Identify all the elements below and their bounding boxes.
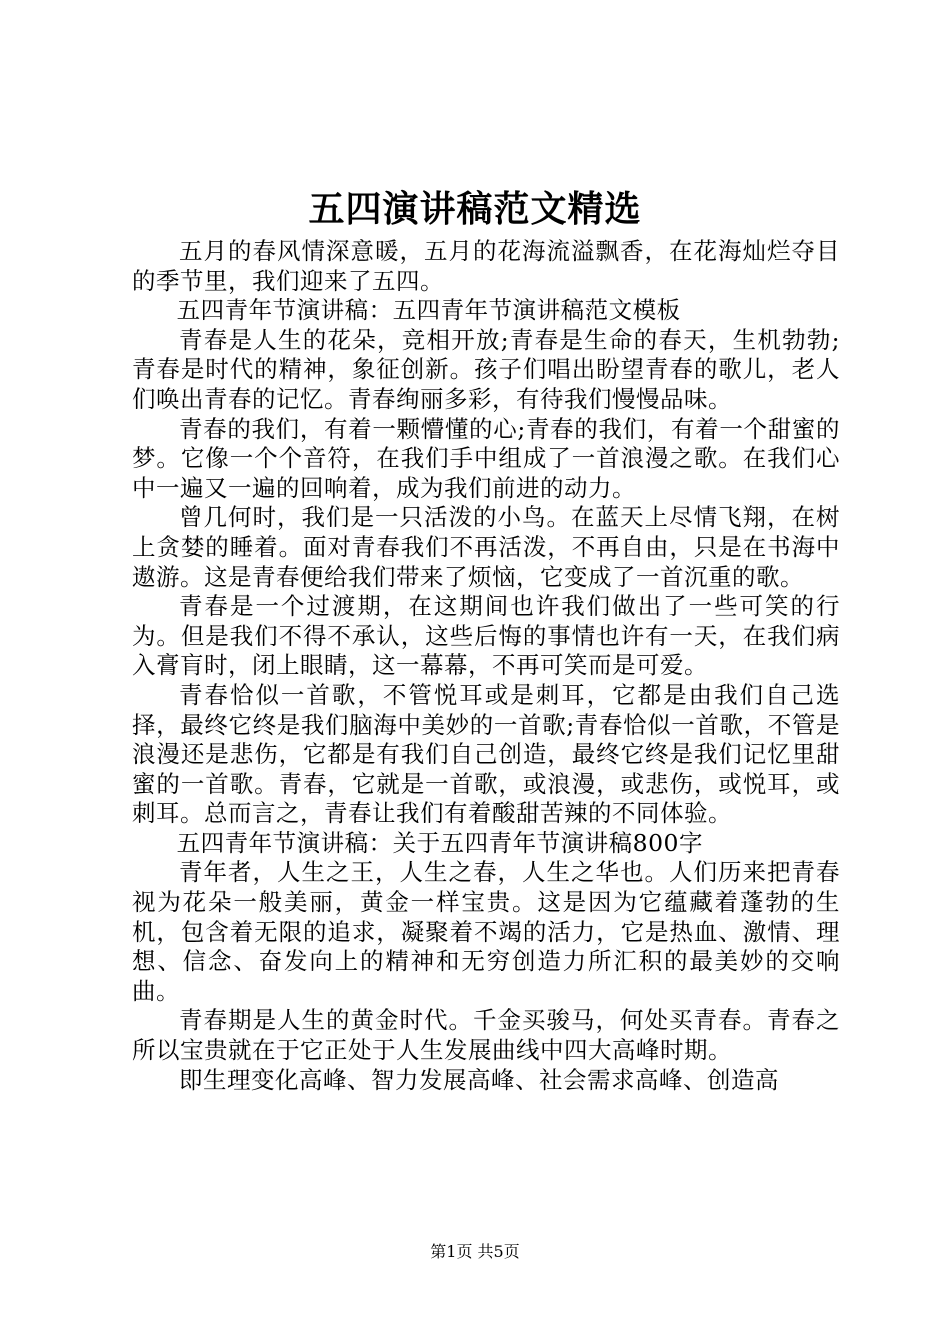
paragraph: 青年者，人生之王，人生之春，人生之华也。人们历来把青春视为花朵一般美丽，黄金一样宝贵。这是因为它蕴藏着蓬勃的生机，包含着无限的追求，凝聚着不竭的活力，它是热血、激情、理想、信念、奋发向上的精神和无穷创造力所汇积的最美妙的交响曲。 [132, 858, 840, 1005]
paragraph: 青春期是人生的黄金时代。千金买骏马，何处买青春。青春之所以宝贵就在于它正处于人生发展曲线中四大高峰时期。 [132, 1006, 840, 1065]
paragraph: 即生理变化高峰、智力发展高峰、社会需求高峰、创造高 [179, 1065, 779, 1094]
paragraph: 五月的春风情深意暖，五月的花海流溢飘香，在花海灿烂夺目的季节里，我们迎来了五四。 [132, 237, 840, 295]
document-body [132, 237, 840, 1095]
paragraph: 曾几何时，我们是一只活泼的小鸟。在蓝天上尽情飞翔，在树上贪婪的睡着。面对青春我们不再活泼，不再自由，只是在书海中遨游。这是青春便给我们带来了烦恼，它变成了一首沉重的歌。 [132, 503, 840, 591]
paragraph: 青春是一个过渡期，在这期间也许我们做出了一些可笑的行为。但是我们不得不承认，这些后悔的事情也许有一天，在我们病入膏肓时，闭上眼睛，这一幕幕，不再可笑而是可爱。 [132, 592, 840, 680]
document-title: 五四演讲稿范文精选 [308, 188, 642, 230]
section-heading: 五四青年节演讲稿：五四青年节演讲稿范文模板 [176, 296, 681, 325]
section-heading: 五四青年节演讲稿：关于五四青年节演讲稿800字 [176, 828, 703, 857]
page-number-footer: 第1页 共5页 [430, 1242, 520, 1261]
paragraph: 青春恰似一首歌，不管悦耳或是刺耳，它都是由我们自己选择，最终它终是我们脑海中美妙的一首歌;青春恰似一首歌，不管是浪漫还是悲伤，它都是有我们自己创造，最终它终是我们记忆里甜蜜的一首歌。青春，它就是一首歌，或浪漫，或悲伤，或悦耳，或刺耳。总而言之，青春让我们有着酸甜苦辣的不同体验。 [132, 680, 840, 828]
paragraph: 青春是人生的花朵，竞相开放;青春是生命的春天，生机勃勃;青春是时代的精神，象征创新。孩子们唱出盼望青春的歌儿，老人们唤出青春的记忆。青春绚丽多彩，有待我们慢慢品味。 [132, 325, 840, 413]
paragraph: 青春的我们，有着一颗懵懂的心;青春的我们，有着一个甜蜜的梦。它像一个个音符，在我们手中组成了一首浪漫之歌。在我们心中一遍又一遍的回响着，成为我们前进的动力。 [132, 414, 840, 502]
